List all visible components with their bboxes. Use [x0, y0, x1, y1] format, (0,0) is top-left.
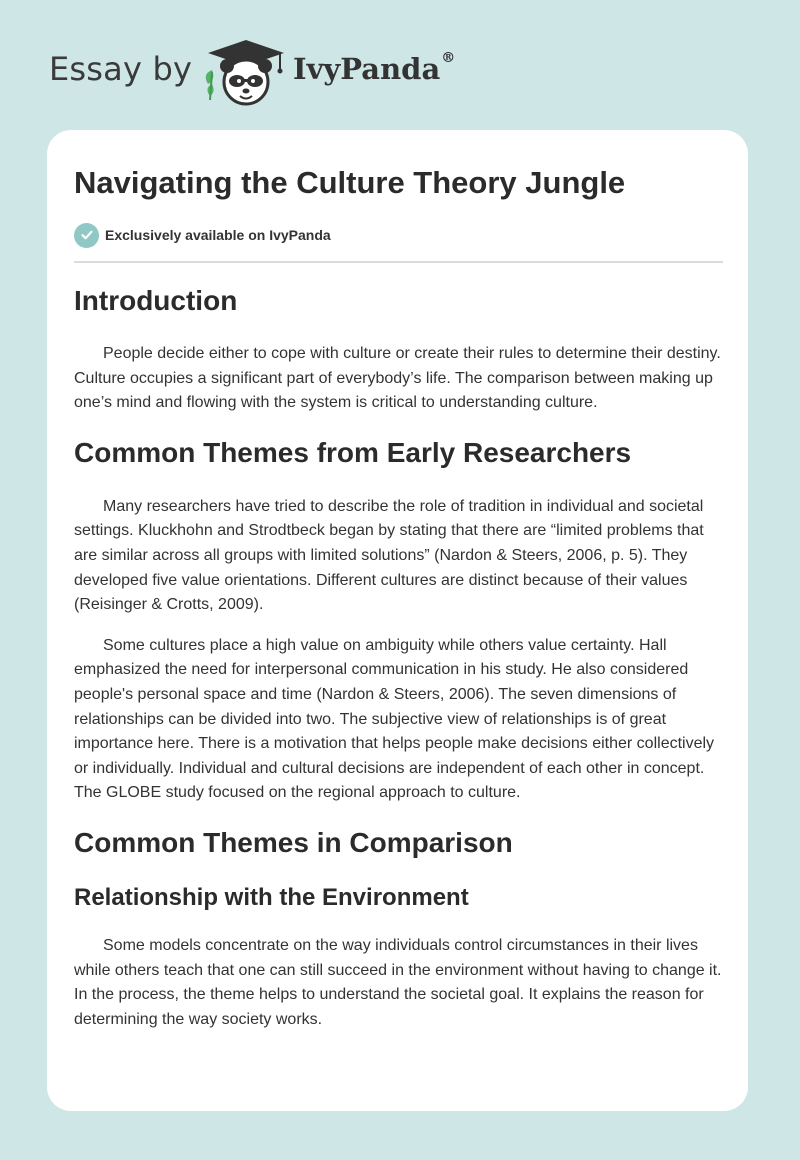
- paragraph-introduction: People decide either to cope with culture or create their rules to determine their destiny. Culture occupies a significant part of everybody’s life. The comparison between making up one’s mind and flowing with the system is critical to understanding culture.: [74, 345, 721, 412]
- heading-early-researchers: Common Themes from Early Researchers: [74, 436, 632, 468]
- exclusive-badge: [74, 222, 331, 248]
- paragraph-early-researchers-1: Many researchers have tried to describe the role of tradition in individual and societal settings. Kluckhohn and Strodtbeck began by stating that there are “limited problems that are similar across all groups with limited solutions” (Nardon & Steers, 2006, p. 5). They developed five value orientations. Different cultures are distinct because of their values (Reisinger & Crotts, 2009).: [74, 497, 704, 614]
- page-title: Navigating the Culture Theory Jungle: [74, 165, 626, 200]
- check-circle-icon: [74, 223, 99, 248]
- exclusive-label: Exclusively available on IvyPanda: [105, 227, 331, 243]
- essay-by-label: Essay by: [49, 50, 193, 88]
- site-header: [0, 0, 800, 130]
- title-divider: [74, 261, 723, 263]
- paragraph-early-researchers-2: Some cultures place a high value on ambiguity while others value certainty. Hall emphasized the need for interpersonal communication in his study. He also considered people's personal space and time (Nardon & Steers, 2006). The seven dimensions of relationships can be divided into two. The subjective view of relationships is of great importance here. There is a motivation that helps people make decisions either collectively or individually. Individual and cultural decisions are independent of each other in concept. The GLOBE study focused on the regional approach to culture.: [74, 636, 715, 802]
- trademark-symbol: ®: [441, 50, 456, 66]
- essay-card: [47, 130, 748, 1111]
- essay-body: [74, 280, 726, 1032]
- heading-introduction: Introduction: [74, 285, 238, 316]
- brand-label: IvyPanda: [293, 52, 441, 86]
- paragraph-environment: Some models concentrate on the way individuals control circumstances in their lives while others teach that one can still succeed in the environment without having to change it. In the process, the theme helps to understand the societal goal. It explains the reason for determining the way society works.: [74, 936, 722, 1028]
- heading-comparison: Common Themes in Comparison: [74, 826, 513, 858]
- brand-name[interactable]: [293, 52, 454, 86]
- panda-graduate-icon[interactable]: [200, 36, 292, 110]
- subheading-environment: Relationship with the Environment: [74, 883, 469, 911]
